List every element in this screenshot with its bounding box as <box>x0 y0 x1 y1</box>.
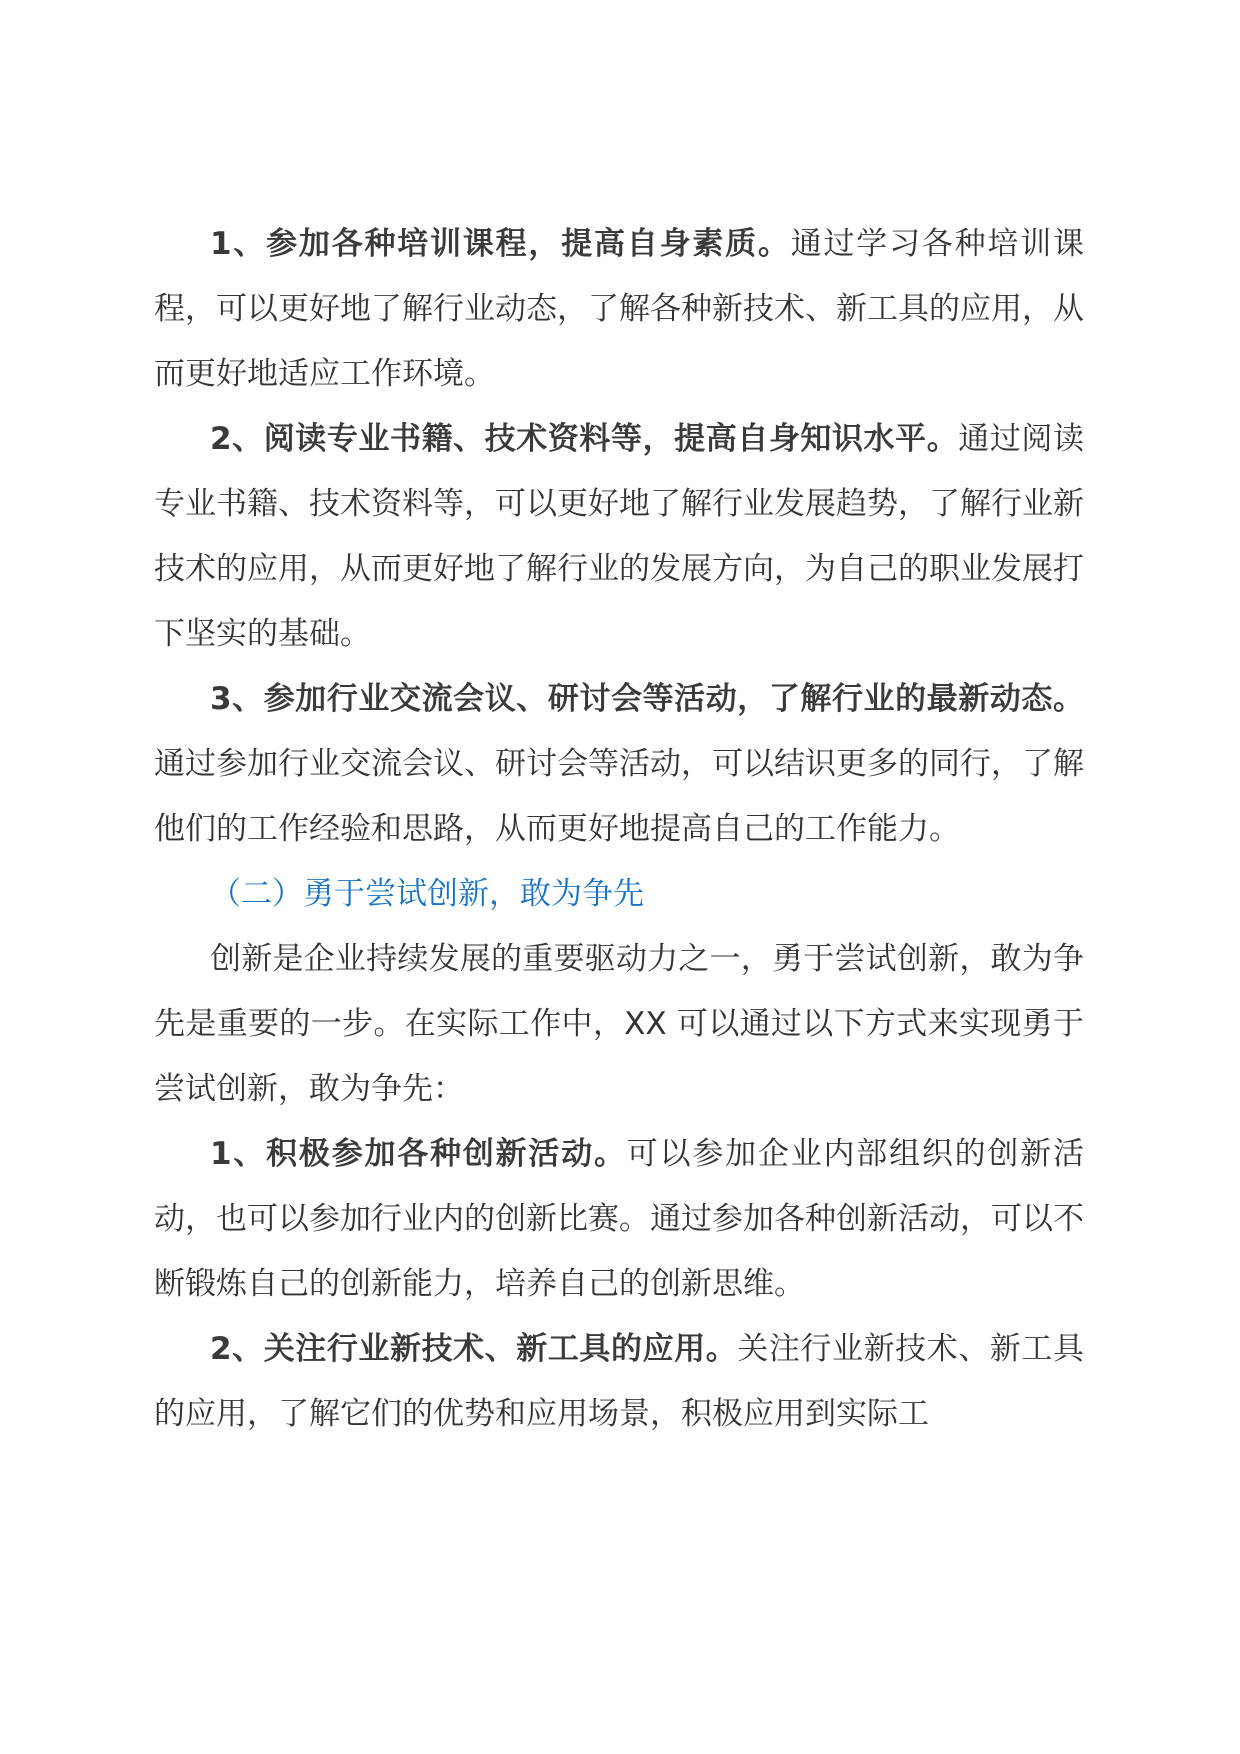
paragraph-lead: 2、关注行业新技术、新工具的应用。 <box>210 1331 738 1367</box>
paragraph-reading-books <box>154 407 1084 667</box>
paragraph-new-technology <box>154 1317 1084 1447</box>
paragraph-text: 通过参加行业交流会议、研讨会等活动，可以结识更多的同行，了解他们的工作经验和思路，从而更好地提高自己的工作能力。 <box>154 746 1084 847</box>
section-heading: （二）勇于尝试创新，敢为争先 <box>210 876 644 912</box>
paragraph-lead: 2、阅读专业书籍、技术资料等，提高自身知识水平。 <box>210 421 959 457</box>
paragraph-text: 创新是企业持续发展的重要驱动力之一，勇于尝试创新，敢为争先是重要的一步。在实际工作中，XX 可以通过以下方式来实现勇于尝试创新，敢为争先： <box>154 941 1084 1107</box>
paragraph-text: 关注行业新技术、新工具的应用，了解它们的优势和应用场景，积极应用到实际工 <box>154 1331 1084 1432</box>
document-body <box>154 212 1084 1447</box>
paragraph-innovation-activities <box>154 1122 1084 1317</box>
paragraph-text: 通过阅读专业书籍、技术资料等，可以更好地了解行业发展趋势，了解行业新技术的应用，从而更好地了解行业的发展方向，为自己的职业发展打下坚实的基础。 <box>154 421 1084 652</box>
paragraph-text: 通过学习各种培训课程，可以更好地了解行业动态，了解各种新技术、新工具的应用，从而更好地适应工作环境。 <box>154 226 1085 392</box>
paragraph-industry-conferences <box>154 667 1084 862</box>
paragraph-text: 可以参加企业内部组织的创新活动，也可以参加行业内的创新比赛。通过参加各种创新活动，可以不断锻炼自己的创新能力，培养自己的创新思维。 <box>154 1136 1084 1302</box>
paragraph-lead: 1、参加各种培训课程，提高自身素质。 <box>210 226 791 262</box>
paragraph-training-courses <box>154 212 1084 407</box>
paragraph-lead: 1、积极参加各种创新活动。 <box>210 1136 627 1172</box>
paragraph-lead: 3、参加行业交流会议、研讨会等活动，了解行业的最新动态。 <box>210 681 1084 717</box>
paragraph-innovation-intro <box>154 927 1084 1122</box>
